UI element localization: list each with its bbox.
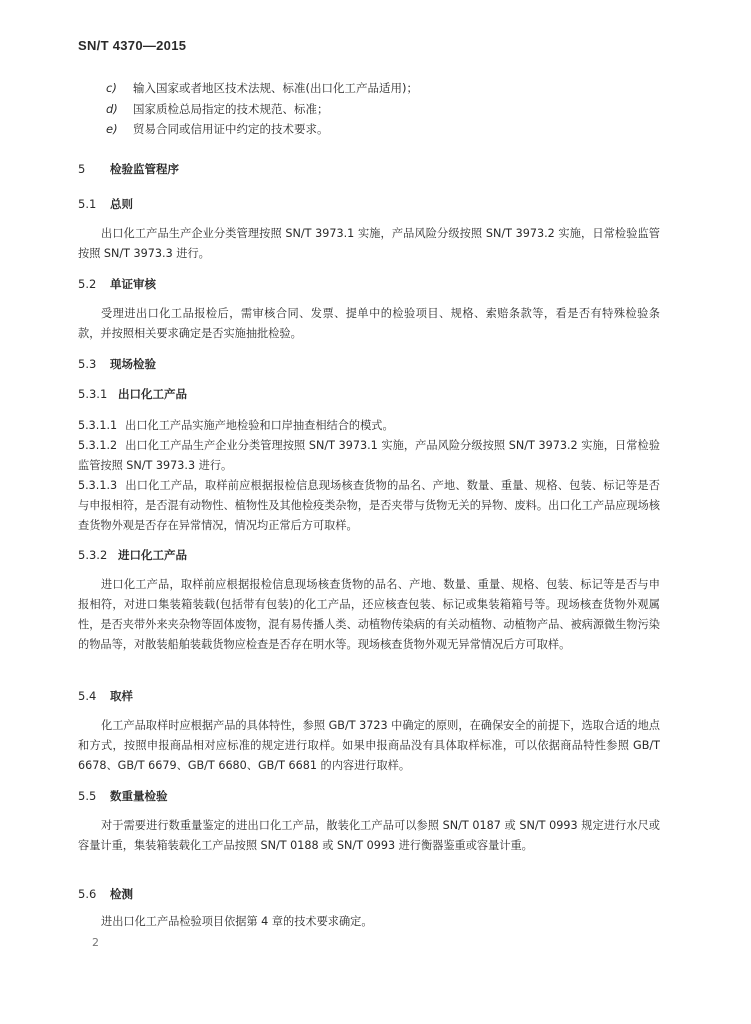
list-text: 输入国家或者地区技术法规、标准(出口化工产品适用)； [133,81,418,95]
list-item [106,80,418,96]
section-heading-5-4 [78,688,133,704]
section-number: 5.4 [78,689,97,703]
paragraph-5-6: 进出口化工产品检验项目依据第 4 章的技术要求确定。 [101,915,373,928]
clause-number: 5.3.1.3 [78,479,118,492]
paragraph-5-3-1-1 [78,416,660,436]
page-number: 2 [92,936,99,949]
paragraph-5-4: 化工产品取样时应根据产品的具体特性，参照 GB/T 3723 中确定的原则，在确保安全的前提下，选取合适的地点和方式，按照申报商品相对应标准的规定进行取样。如果申报商品没有具体取样标准，可以依据商品特性参照 GB/T 6678、GB/T 6679、GB/T 6680、GB/T 6681 的内容进行取样。 [78,719,660,772]
section-title: 总则 [110,197,133,211]
section-title: 现场检验 [110,357,156,371]
list-text: 贸易合同或信用证中约定的技术要求。 [133,122,329,136]
paragraph-5-5: 对于需要进行数重量鉴定的进出口化工产品，散装化工产品可以参照 SN/T 0187 或 SN/T 0993 规定进行水尺或容量计重，集装箱装载化工产品按照 SN/T 0188 或 SN/T 0993 进行衡器鉴重或容量计重。 [78,819,660,852]
paragraph-5-1: 出口化工产品生产企业分类管理按照 SN/T 3973.1 实施，产品风险分级按照 SN/T 3973.2 实施，日常检验监管按照 SN/T 3973.3 进行。 [78,227,660,260]
section-heading-5-5 [78,788,168,804]
section-number: 5.3.2 [78,548,108,562]
section-title: 进口化工产品 [118,548,187,562]
list-marker: e) [106,122,118,136]
section-number: 5 [78,162,86,176]
section-title: 出口化工产品 [118,387,187,401]
section-heading-5-3-2 [78,547,187,563]
section-heading-5 [78,161,179,177]
list-marker: d) [106,102,118,116]
section-heading-5-2 [78,276,156,292]
section-title: 数重量检验 [110,789,168,803]
section-number: 5.3.1 [78,387,108,401]
section-number: 5.6 [78,887,97,901]
list-item [106,121,329,137]
section-heading-5-3-1 [78,386,187,402]
section-heading-5-3 [78,356,156,372]
section-title: 单证审核 [110,277,156,291]
paragraph-5-3-1-2 [78,436,660,476]
section-number: 5.2 [78,277,97,291]
clause-text: 出口化工产品，取样前应根据报检信息现场核查货物的品名、产地、数量、重量、规格、包装、标记等是否与申报相符，是否混有动物性、植物性及其他检疫类杂物，是否夹带与货物无关的异物、废料。出口化工产品应现场核查货物外观是否存在异常情况，情况均正常后方可取样。 [78,479,660,532]
paragraph-5-3-2: 进口化工产品，取样前应根据报检信息现场核查货物的品名、产地、数量、重量、规格、包装、标记等是否与申报相符，对进口集装箱装载(包括带有包装)的化工产品，还应核查包装、标记或集装箱箱号等。现场核查货物外观属性，是否夹带外来夹杂物等固体废物，混有易传播人类、动植物传染病的有关动植物、动植物产品、被病源微生物污染的物品等，对散装船舶装载货物应检查是否存在明水等。现场核查货物外观无异常情况后方可取样。 [78,578,660,651]
list-item [106,101,329,117]
clause-number: 5.3.1.1 [78,419,118,432]
section-heading-5-1 [78,196,133,212]
standard-code: SN/T 4370—2015 [78,38,187,53]
section-number: 5.1 [78,197,97,211]
section-number: 5.3 [78,357,97,371]
list-marker: c) [106,81,117,95]
clause-text: 出口化工产品生产企业分类管理按照 SN/T 3973.1 实施，产品风险分级按照 SN/T 3973.2 实施，日常检验监管按照 SN/T 3973.3 进行。 [78,439,660,472]
paragraph-5-2: 受理进出口化工品报检后，需审核合同、发票、提单中的检验项目、规格、索赔条款等，看是否有特殊检验条款，并按照相关要求确定是否实施抽批检验。 [78,307,660,340]
section-number: 5.5 [78,789,97,803]
clause-text: 出口化工产品实施产地检验和口岸抽查相结合的模式。 [125,419,394,432]
list-text: 国家质检总局指定的技术规范、标准； [133,102,329,116]
paragraph-5-3-1-3 [78,476,660,536]
section-title: 检测 [110,887,133,901]
clause-number: 5.3.1.2 [78,439,118,452]
section-heading-5-6 [78,886,133,902]
section-title: 取样 [110,689,133,703]
section-title: 检验监管程序 [110,162,179,176]
